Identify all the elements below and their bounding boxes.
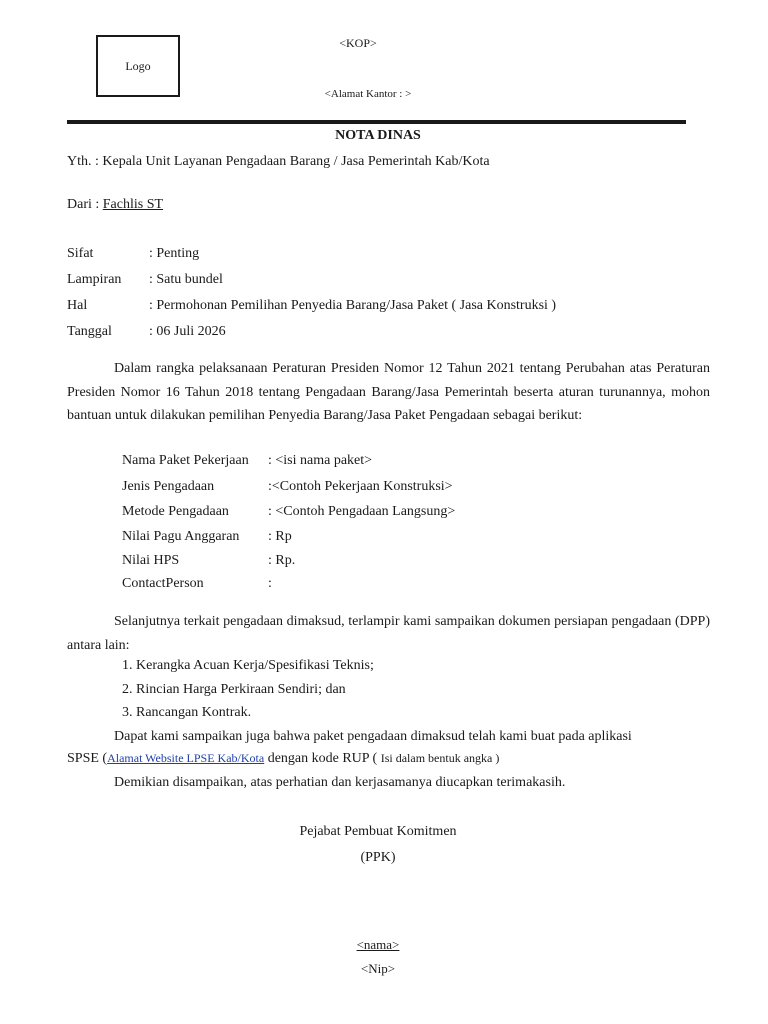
closing-sentence: Demikian disampaikan, atas perhatian dan kerjasamanya diucapkan terimakasih. [114,775,566,790]
kop-text: <KOP> [339,36,377,50]
signature-nip: <Nip> [360,961,396,976]
detail-value-metode: : <Contoh Pengadaan Langsung> [268,504,456,519]
detail-label-jenis: Jenis Pengadaan [122,479,215,494]
detail-value-pagu: : Rp [268,529,292,544]
document-title: NOTA DINAS [335,128,421,143]
meta-value-tanggal: : 06 Juli 2026 [149,324,226,339]
logo-label: Logo [125,58,151,73]
detail-label-contact: ContactPerson [122,576,204,591]
meta-value-sifat: : Penting [149,246,200,261]
signature-role: Pejabat Pembuat Komitmen [299,824,457,839]
spse-note: Isi dalam bentuk angka ) [380,751,500,765]
detail-value-nama-paket: : <isi nama paket> [268,453,373,468]
header-divider [67,120,686,124]
paragraph-dpp: Selanjutnya terkait pengadaan dimaksud, terlampir kami sampaikan dokumen persiapan pengadaan (DPP) antara lain: [67,614,710,653]
signature-abbr: (PPK) [360,850,396,865]
doc-item: 3. Rancangan Kontrak. [122,705,252,720]
detail-value-hps: : Rp. [268,553,296,568]
meta-label-sifat: Sifat [67,246,94,261]
detail-label-nama-paket: Nama Paket Pekerjaan [122,453,249,468]
sender [67,197,163,213]
signature-name-text: <nama> [356,937,400,952]
detail-label-metode: Metode Pengadaan [122,504,229,519]
doc-item: 1. Kerangka Acuan Kerja/Spesifikasi Teknis; [122,658,374,673]
signature-name [0,937,756,953]
sender-name: Fachlis ST [102,197,164,212]
meta-value-hal: : Permohonan Pemilihan Penyedia Barang/Jasa Paket ( Jasa Konstruksi ) [149,298,557,313]
meta-label-hal: Hal [67,298,88,313]
detail-label-pagu: Nilai Pagu Anggaran [122,529,240,544]
addressee: Yth. : Kepala Unit Layanan Pengadaan Barang / Jasa Pemerintah Kab/Kota [67,154,490,169]
sender-label: Dari : [67,197,103,212]
meta-label-lampiran: Lampiran [67,272,122,287]
office-address: <Alamat Kantor : > [324,88,412,100]
meta-value-lampiran: : Satu bundel [149,272,223,287]
spse-middle: dengan kode RUP ( [264,751,381,766]
spse-prefix: SPSE ( [67,751,108,766]
detail-value-jenis: :<Contoh Pekerjaan Konstruksi> [268,479,453,494]
paragraph-spse: Dapat kami sampaikan juga bahwa paket pengadaan dimaksud telah kami buat pada aplikasi [114,729,632,744]
lpse-website-link[interactable]: Alamat Website LPSE Kab/Kota [107,751,265,765]
detail-value-contact: : [268,576,272,591]
meta-label-tanggal: Tanggal [67,324,112,339]
paragraph-intro: Dalam rangka pelaksanaan Peraturan Presiden Nomor 12 Tahun 2021 tentang Perubahan atas Peraturan Presiden Nomor 16 Tahun 2018 tentang Pengadaan Barang/Jasa Pemerintah beserta aturan turunannya, mohon bantuan untuk dilakukan pemilihan Penyedia Barang/Jasa Paket Pengadaan sebagai berikut: [67,361,710,423]
doc-item: 2. Rincian Harga Perkiraan Sendiri; dan [122,682,346,697]
detail-label-hps: Nilai HPS [122,553,180,568]
spse-line [67,751,499,767]
